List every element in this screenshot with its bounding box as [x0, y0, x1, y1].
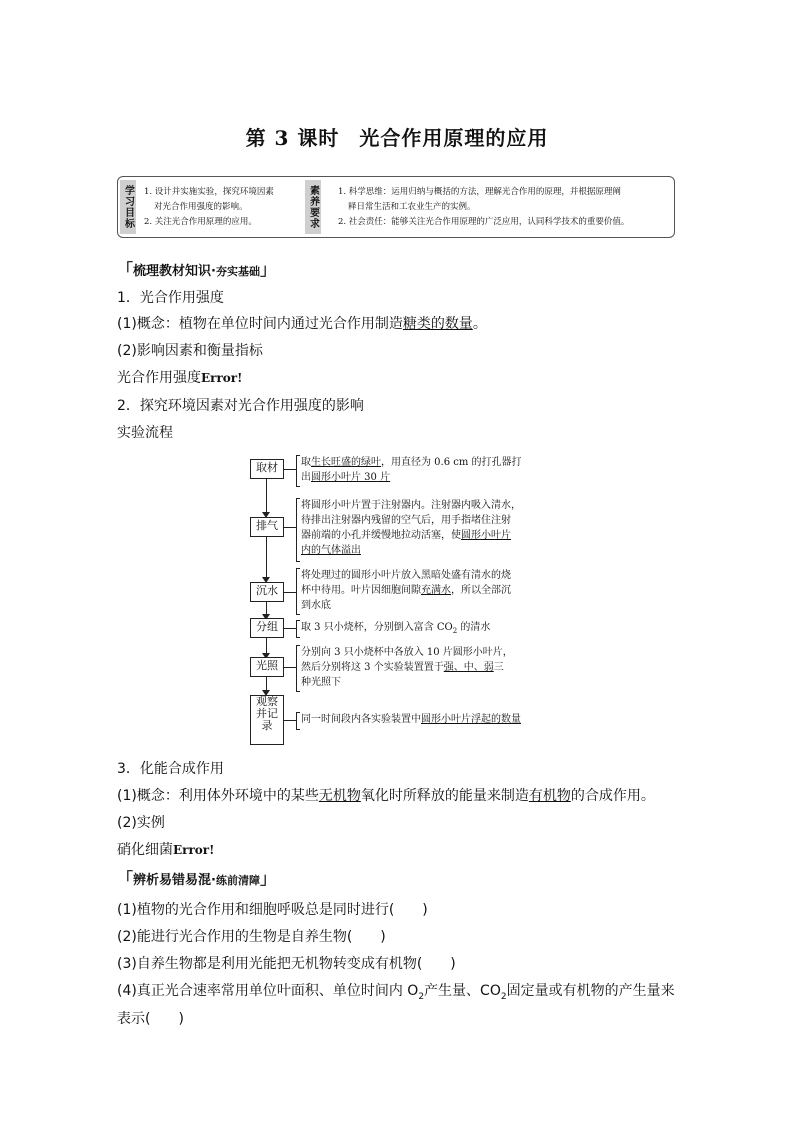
flow-desc-lighting: 分别向 3 只小烧杯中各放入 10 片圆形小叶片， 然后分别将这 3 个实验装置置于强、中、弱三 种光照下 — [301, 647, 513, 688]
flow-step-grouping: 分组 — [250, 618, 284, 638]
page-title — [0, 122, 794, 151]
literacy-item: 释日常生活和工农业生产的实例。 — [348, 202, 476, 212]
question-1: (1)植物的光合作用和细胞呼吸总是同时进行( ) — [117, 902, 428, 918]
question-4: (4)真正光合速率常用单位叶面积、单位时间内 $O_2$产生量、$CO_2$固定量或有机物的产生量来 — [117, 983, 675, 1002]
chemosynthesis-concept: (1)概念：利用体外环境中的某些无机物氧化时所释放的能量来制造有机物的合成作用。 — [117, 788, 655, 804]
flow-desc-sinking: 将处理过的圆形小叶片放入黑暗处盛有清水的烧 杯中待用。叶片因细胞间隙充满水，所以全部沉 到水底 — [301, 570, 511, 611]
intensity-line: 光合作用强度Error! — [117, 370, 243, 386]
flow-desc-sampling: 取生长旺盛的绿叶，用直径为 0.6 cm 的打孔器打 出圆形小叶片 30 片 — [301, 457, 522, 483]
literacy-list — [338, 185, 668, 230]
flow-caption: 实验流程 — [117, 425, 173, 441]
section-heading-mistakes: 「辨析易错易混·练前清障」 — [117, 869, 276, 888]
literacy-item: 1. 科学思维：运用归纳与概括的方法，理解光合作用的原理，并根据原理阐 — [338, 187, 621, 197]
goal-item: 2. 关注光合作用原理的应用。 — [144, 217, 257, 227]
flow-step-sampling: 取材 — [250, 459, 284, 479]
literacy-item: 2. 社会责任：能够关注光合作用原理的广泛应用，认同科学技术的重要价值。 — [338, 217, 630, 227]
flow-step-degassing: 排气 — [250, 517, 284, 537]
question-2: (2)能进行光合作用的生物是自养生物( ) — [117, 929, 386, 945]
flow-step-lighting: 光照 — [250, 657, 284, 677]
literacy-tag: 素养要求 — [305, 180, 321, 234]
learning-goals-tag: 学习目标 — [120, 180, 136, 234]
question-4-cont: 表示( ) — [117, 1011, 184, 1027]
flow-step-sinking: 沉水 — [250, 582, 284, 602]
flow-desc-degassing: 将圆形小叶片置于注射器内。注射器内吸入清水， 待排出注射器内残留的空气后，用手指堵住注射 器前端的小孔并缓慢地拉动活塞，使圆形小叶片 内的气体溢出 — [301, 500, 521, 556]
flow-desc-grouping: 取 3 只小烧杯，分别倒入富含 $CO_2$ 的清水 — [301, 622, 491, 635]
learning-goals-list — [144, 185, 300, 230]
goal-item: 对光合作用强度的影响。 — [154, 202, 248, 212]
nitrifying-bacteria-line: 硝化细菌Error! — [117, 842, 215, 858]
objectives-box — [117, 176, 675, 238]
flow-desc-observe: 同一时间段内各实验装置中圆形小叶片浮起的数量 — [301, 714, 521, 725]
heading-1: 1．光合作用强度 — [117, 290, 224, 306]
heading-2: 2．探究环境因素对光合作用强度的影响 — [117, 398, 364, 414]
example-line: (2)实例 — [117, 815, 165, 831]
lesson-topic: 光合作用原理的应用 — [359, 126, 549, 150]
section-heading-textbook: 「梳理教材知识·夯实基础」 — [117, 260, 276, 279]
concept-line: (1)概念：植物在单位时间内通过光合作用制造糖类的数量。 — [117, 316, 487, 332]
lesson-number: 第 3 课时 — [245, 126, 340, 150]
goal-item: 1. 设计并实施实验，探究环境因素 — [144, 187, 274, 197]
factors-line: (2)影响因素和衡量指标 — [117, 343, 263, 359]
flow-step-observe: 观察并记录 — [250, 695, 284, 745]
question-3: (3)自养生物都是利用光能把无机物转变成有机物( ) — [117, 956, 456, 972]
heading-3: 3．化能合成作用 — [117, 761, 224, 777]
